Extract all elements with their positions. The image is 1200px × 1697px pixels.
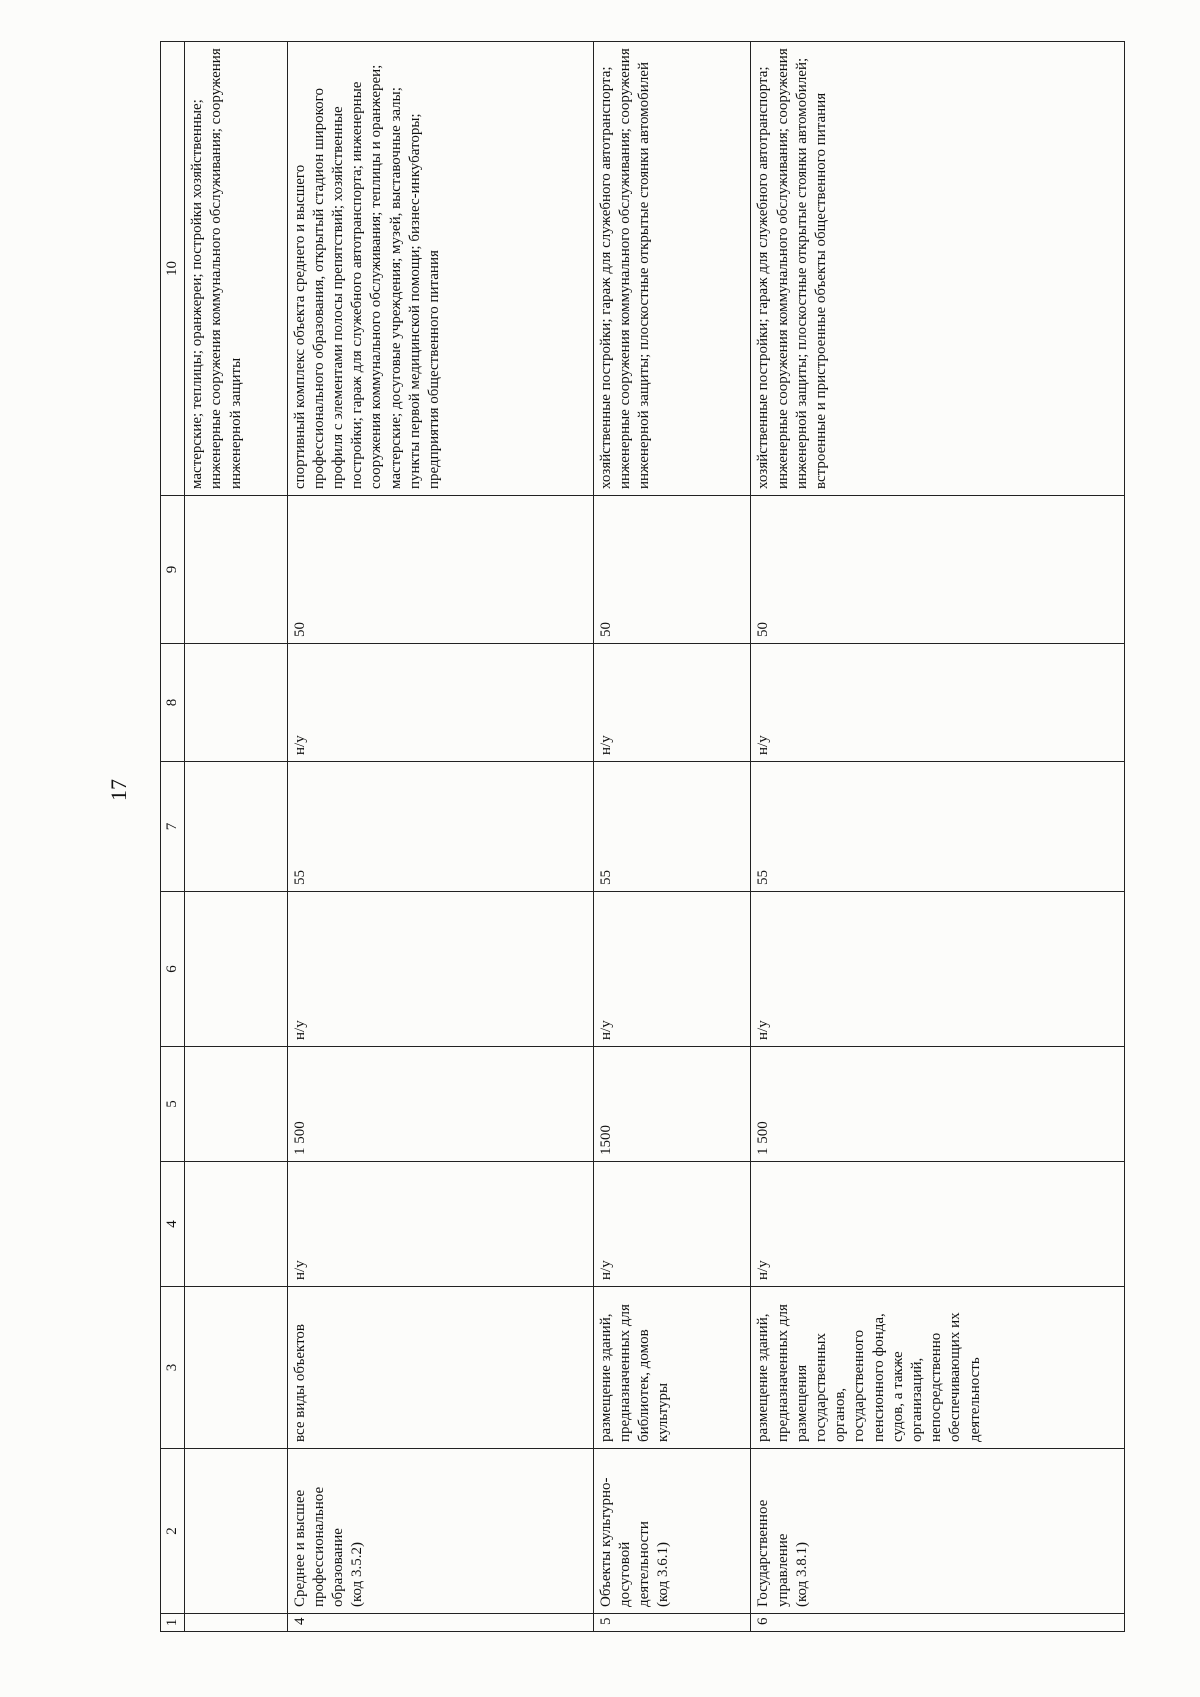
cell-col5: 1 500 [287,1047,593,1162]
cell-auxiliary-uses: хозяйственные постройки; гараж для служебного автотранспорта; инженерные сооружения коммунального обслуживания; сооружения инженерной защиты; плоскостные открытые стоянки автомобилей; встроенные и пристроенные объекты общественного питания [751,42,1125,496]
cell-auxiliary-uses: спортивный комплекс объекта среднего и высшего профессионального образования, открытый стадион широкого профиля с элементами полосы препятствий; хозяйственные постройки; гараж для служебного автотранспорта; инженерные сооружения коммунального обслуживания; теплицы и оранжереи; мастерские; досуговые учреждения; музей, выставочные залы; пункты первой медицинской помощи; бизнес-инкубаторы; предприятия общественного питания [287,42,593,496]
cell-row-number: 6 [751,1614,1125,1632]
header-cell-5: 5 [161,1047,185,1162]
cell-col4: н/у [593,1162,751,1287]
table-row [593,42,751,1632]
cell-col9: 50 [751,496,1125,644]
cell-auxiliary-uses: хозяйственные постройки; гараж для служебного автотранспорта; инженерные сооружения коммунального обслуживания; сооружения инженерной защиты; плоскостные открытые стоянки автомобилей [593,42,751,496]
table-row [287,42,593,1632]
cell-col4: н/у [287,1162,593,1287]
cell-description: все виды объектов [287,1287,593,1449]
cell-col9: 50 [593,496,751,644]
cell-col9: 50 [287,496,593,644]
rotated-table-container [160,42,1125,1632]
cell-col4: н/у [751,1162,1125,1287]
table-row [751,42,1125,1632]
page-number: 17 [106,779,131,801]
cell-col8: н/у [287,644,593,762]
cell-description: размещение зданий, предназначенных для библиотек, домов культуры [593,1287,751,1449]
header-cell-10: 10 [161,42,185,496]
cell-empty [185,1614,287,1632]
cell-col6: н/у [751,892,1125,1047]
cell-col6: н/у [287,892,593,1047]
cell-empty [185,1047,287,1162]
cell-col7: 55 [287,762,593,892]
cell-col7: 55 [593,762,751,892]
cell-col6: н/у [593,892,751,1047]
cell-empty [185,1449,287,1614]
header-cell-9: 9 [161,496,185,644]
cell-use-type: Государственное управление (код 3.8.1) [751,1449,1125,1614]
cell-row-number: 5 [593,1614,751,1632]
continuation-row [185,42,287,1632]
header-cell-8: 8 [161,644,185,762]
cell-use-type: Объекты культурно-досуговой деятельности (код 3.6.1) [593,1449,751,1614]
cell-empty [185,762,287,892]
cell-col5: 1 500 [751,1047,1125,1162]
cell-row-number: 4 [287,1614,593,1632]
header-cell-4: 4 [161,1162,185,1287]
header-cell-2: 2 [161,1449,185,1614]
zoning-table [160,41,1125,1632]
cell-col7: 55 [751,762,1125,892]
header-cell-6: 6 [161,892,185,1047]
header-cell-1: 1 [161,1614,185,1632]
header-row [161,42,185,1632]
cell-col8: н/у [593,644,751,762]
cell-use-type: Среднее и высшее профессиональное образование (код 3.5.2) [287,1449,593,1614]
header-cell-7: 7 [161,762,185,892]
cell-empty [185,1287,287,1449]
cell-empty [185,644,287,762]
cell-empty [185,892,287,1047]
cell-empty [185,496,287,644]
cell-col5: 1500 [593,1047,751,1162]
header-cell-3: 3 [161,1287,185,1449]
cell-empty [185,1162,287,1287]
cell-description: размещение зданий, предназначенных для размещения государственных органов, государственного пенсионного фонда, судов, а также организаций, непосредственно обеспечивающих их деятельность [751,1287,1125,1449]
cell-col8: н/у [751,644,1125,762]
cell-continuation-text: мастерские; теплицы; оранжереи; постройки хозяйственные; инженерные сооружения коммунального обслуживания; сооружения инженерной защиты [185,42,287,496]
